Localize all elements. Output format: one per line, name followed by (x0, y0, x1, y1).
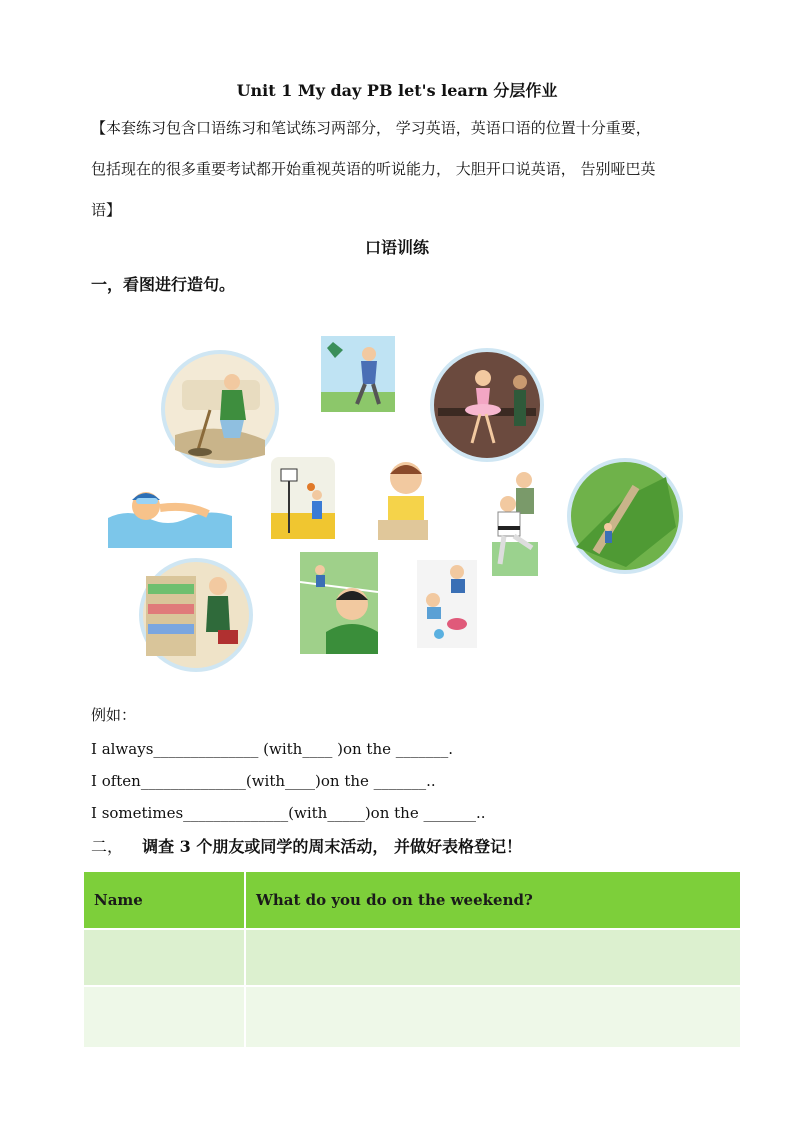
doing-kung-fu-picture (482, 468, 558, 578)
intro-paragraph (91, 108, 703, 231)
example-sentence: I sometimes______________(with_____)on the _______.. (91, 804, 486, 822)
playing-football-picture (300, 552, 378, 654)
section2-prefix: 二， (91, 837, 124, 856)
section2-heading (91, 834, 522, 857)
ballet-dancing-picture (428, 348, 546, 462)
table-cell[interactable] (245, 929, 741, 986)
page-title: Unit 1 My day PB let's learn 分层作业 (236, 81, 558, 100)
reading-books-picture (370, 456, 438, 546)
swimming-picture (108, 478, 232, 548)
intro-line: 【本套练习包含口语练习和笔试练习两部分， 学习英语，英语口语的位置十分重要， (91, 119, 651, 137)
table-header-row (83, 871, 741, 929)
going-shopping-picture (138, 556, 254, 674)
drawing-pictures-picture (417, 560, 477, 648)
example-label: 例如： (91, 706, 137, 724)
survey-table (82, 870, 742, 1049)
intro-line: 包括现在的很多重要考试都开始重视英语的听说能力， 大胆开口说英语， 告别哑巴英 (91, 160, 656, 178)
section1-heading: 一，看图进行造句。 (91, 275, 236, 294)
climbing-mountains-picture (566, 457, 684, 575)
table-row (83, 986, 741, 1048)
oral-heading: 口语训练 (364, 238, 429, 257)
example-sentence: I always______________ (with____ )on the _______. (91, 740, 454, 758)
table-header-name: Name (83, 871, 245, 929)
intro-line: 语】 (91, 201, 122, 219)
table-cell[interactable] (83, 986, 245, 1048)
cleaning-room-picture (160, 350, 280, 468)
table-cell[interactable] (83, 929, 245, 986)
table-header-activity: What do you do on the weekend? (245, 871, 741, 929)
flying-kite-picture (321, 336, 395, 412)
table-cell[interactable] (245, 986, 741, 1048)
section2-text: 调查 3 个朋友或同学的周末活动， 并做好表格登记！ (142, 837, 522, 856)
example-sentence: I often______________(with____)on the _______.. (91, 772, 436, 790)
playing-basketball-picture (271, 457, 335, 539)
table-row (83, 929, 741, 986)
